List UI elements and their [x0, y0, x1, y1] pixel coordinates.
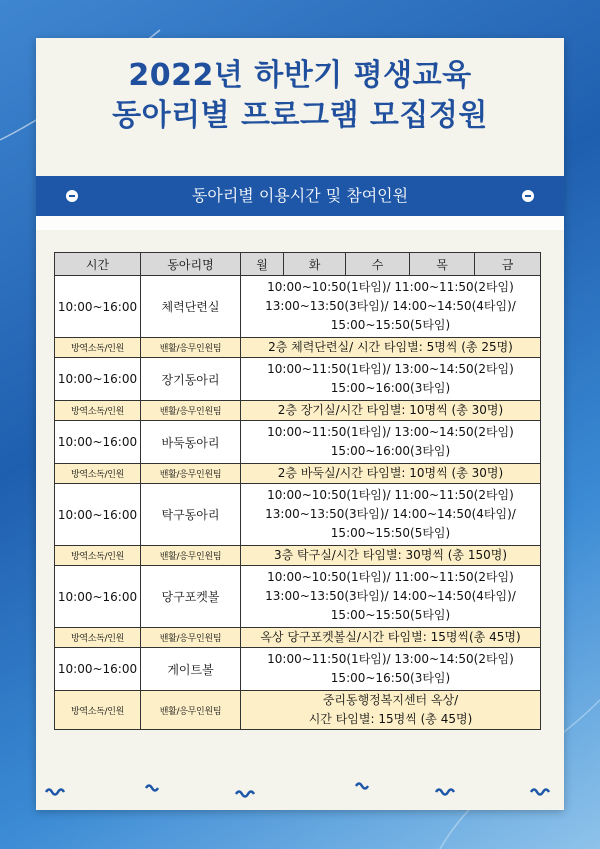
schedule-line: 15:00~15:50(5타임)	[330, 608, 451, 622]
sub-label-staff: 밴활/응무인원팀	[141, 546, 241, 566]
club-cell: 탁구동아리	[141, 484, 241, 546]
section-band	[36, 176, 564, 216]
header-club: 동아리명	[141, 253, 241, 276]
sub-label-staff: 밴활/응무인원팀	[141, 691, 241, 730]
title-line-2: 동아리별 프로그램 모집정원	[112, 98, 488, 133]
sub-label-staff: 밴활/응무인원팀	[141, 338, 241, 358]
section-band-label: 동아리별 이용시간 및 참여인원	[191, 186, 409, 205]
schedule-cell	[241, 648, 541, 691]
table-row	[55, 338, 541, 358]
capacity-info: 3층 탁구실/시간 타임별: 30명씩 (총 150명)	[241, 546, 541, 566]
header-wed: 수	[346, 253, 410, 276]
schedule-line: 13:00~13:50(3타임)/ 14:00~14:50(4타임)/	[265, 507, 516, 521]
schedule-table	[54, 252, 541, 730]
capacity-info: 옥상 당구포켓볼실/시간 타임별: 15명씩(총 45명)	[241, 628, 541, 648]
table-row	[55, 628, 541, 648]
table-row	[55, 464, 541, 484]
header-mon: 월	[241, 253, 284, 276]
club-cell: 당구포켓볼	[141, 566, 241, 628]
schedule-line: 13:00~13:50(3타임)/ 14:00~14:50(4타임)/	[265, 299, 516, 313]
time-cell: 10:00~16:00	[55, 648, 141, 691]
capacity-info-line: 시간 타임별: 15명씩 (총 45명)	[308, 712, 473, 726]
schedule-cell	[241, 358, 541, 401]
schedule-line: 10:00~10:50(1타임)/ 11:00~11:50(2타임)	[267, 488, 514, 502]
table-row	[55, 546, 541, 566]
club-cell: 체력단련실	[141, 276, 241, 338]
minus-circle-icon	[66, 190, 78, 202]
schedule-table-wrap	[54, 252, 540, 730]
capacity-info: 2층 바둑실/시간 타임별: 10명씩 (총 30명)	[241, 464, 541, 484]
schedule-line: 13:00~13:50(3타임)/ 14:00~14:50(4타임)/	[265, 589, 516, 603]
table-row	[55, 421, 541, 464]
schedule-line: 15:00~16:50(3타임)	[330, 671, 451, 685]
schedule-line: 10:00~10:50(1타임)/ 11:00~11:50(2타임)	[267, 280, 514, 294]
header-thu: 목	[410, 253, 475, 276]
table-row	[55, 691, 541, 730]
time-cell: 10:00~16:00	[55, 276, 141, 338]
schedule-cell	[241, 484, 541, 546]
title-line-1: 2022년 하반기 평생교육	[128, 58, 472, 93]
table-header-row	[55, 253, 541, 276]
schedule-line: 15:00~16:00(3타임)	[330, 444, 451, 458]
sub-label-disinfection: 방역소독/인원	[55, 691, 141, 730]
sub-label-disinfection: 방역소독/인원	[55, 546, 141, 566]
table-row	[55, 276, 541, 338]
header-tue: 화	[284, 253, 346, 276]
sub-label-staff: 밴활/응무인원팀	[141, 464, 241, 484]
schedule-line: 10:00~11:50(1타임)/ 13:00~14:50(2타임)	[267, 362, 514, 376]
table-row	[55, 566, 541, 628]
poster-card	[36, 38, 564, 810]
schedule-line: 15:00~16:00(3타임)	[330, 381, 451, 395]
club-cell: 바둑동아리	[141, 421, 241, 464]
torn-paper-edge	[36, 216, 564, 230]
schedule-line: 10:00~11:50(1타임)/ 13:00~14:50(2타임)	[267, 425, 514, 439]
sub-label-disinfection: 방역소독/인원	[55, 464, 141, 484]
page-title	[36, 56, 564, 136]
minus-circle-icon	[522, 190, 534, 202]
sub-label-disinfection: 방역소독/인원	[55, 628, 141, 648]
table-row	[55, 401, 541, 421]
capacity-info-line: 중리동행정복지센터 옥상/	[322, 693, 459, 707]
schedule-line: 15:00~15:50(5타임)	[330, 526, 451, 540]
schedule-cell	[241, 276, 541, 338]
header-fri: 금	[475, 253, 541, 276]
time-cell: 10:00~16:00	[55, 566, 141, 628]
sub-label-disinfection: 방역소독/인원	[55, 338, 141, 358]
footer-wave-decoration	[36, 780, 564, 800]
header-time: 시간	[55, 253, 141, 276]
sub-label-disinfection: 방역소독/인원	[55, 401, 141, 421]
capacity-info: 2층 장기실/시간 타임별: 10명씩 (총 30명)	[241, 401, 541, 421]
sub-label-staff: 밴활/응무인원팀	[141, 628, 241, 648]
table-row	[55, 358, 541, 401]
table-row	[55, 484, 541, 546]
time-cell: 10:00~16:00	[55, 421, 141, 464]
schedule-line: 10:00~11:50(1타임)/ 13:00~14:50(2타임)	[267, 652, 514, 666]
capacity-info: 2층 체력단련실/ 시간 타임별: 5명씩 (총 25명)	[241, 338, 541, 358]
capacity-info	[241, 691, 541, 730]
schedule-line: 15:00~15:50(5타임)	[330, 318, 451, 332]
schedule-line: 10:00~10:50(1타임)/ 11:00~11:50(2타임)	[267, 570, 514, 584]
schedule-cell	[241, 566, 541, 628]
table-row	[55, 648, 541, 691]
sub-label-staff: 밴활/응무인원팀	[141, 401, 241, 421]
club-cell: 게이트볼	[141, 648, 241, 691]
time-cell: 10:00~16:00	[55, 484, 141, 546]
schedule-cell	[241, 421, 541, 464]
club-cell: 장기동아리	[141, 358, 241, 401]
time-cell: 10:00~16:00	[55, 358, 141, 401]
